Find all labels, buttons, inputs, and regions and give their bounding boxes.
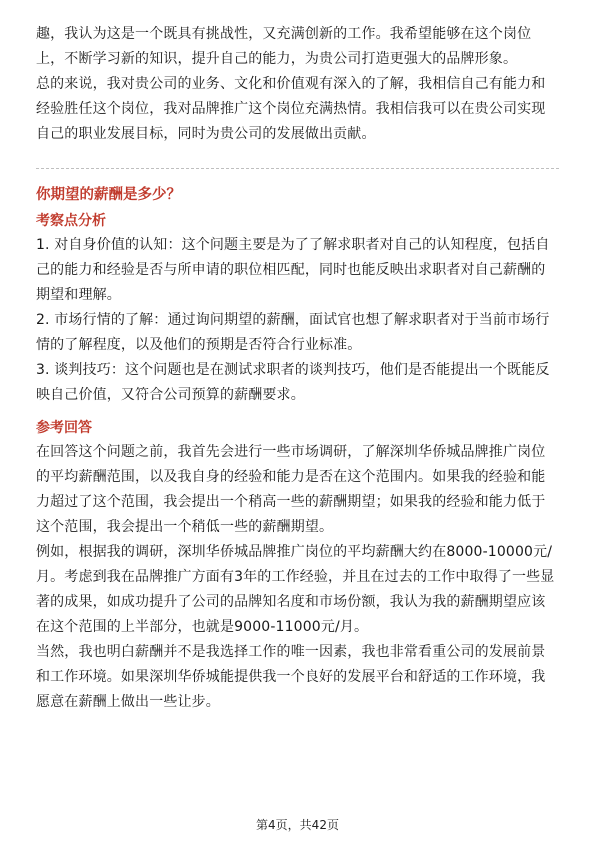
question-heading: 你期望的薪酬是多少？ [36, 187, 181, 203]
reference-paragraph: 例如，根据我的调研，深圳华侨城品牌推广岗位的平均薪酬大约在8000-10000元/月。考虑到我在品牌推广方面有3年的工作经验，并且在过去的工作中取得了一些显著的成果，如成功提升了公司的品牌知名度和市场份额，我认为我的薪酬期望应该在这个范围的上半部分，也就是9000-11000元/月。 [36, 544, 555, 635]
page-footer: 第4页，共42页 [256, 818, 339, 832]
analysis-title: 考察点分析 [36, 213, 106, 229]
reference-paragraph: 在回答这个问题之前，我首先会进行一些市场调研，了解深圳华侨城品牌推广岗位的平均薪酬范围，以及我自身的经验和能力是否在这个范围内。如果我的经验和能力超过了这个范围，我会提出一个稍高一些的薪酬期望；如果我的经验和能力低于这个范围，我会提出一个稍低一些的薪酬期望。 [36, 444, 546, 535]
intro-paragraph: 趣，我认为这是一个既具有挑战性，又充满创新的工作。我希望能够在这个岗位上，不断学习新的知识，提升自己的能力，为贵公司打造更强大的品牌形象。 [36, 26, 532, 67]
intro-paragraph: 总的来说，我对贵公司的业务、文化和价值观有深入的了解，我相信自己有能力和经验胜任这个岗位，我对品牌推广这个岗位充满热情。我相信我可以在贵公司实现自己的职业发展目标，同时为贵公司的发展做出贡献。 [36, 76, 546, 142]
analysis-point: 1. 对自身价值的认知：这个问题主要是为了了解求职者对自己的认知程度，包括自己的能力和经验是否与所申请的职位相匹配，同时也能反映出求职者对自己薪酬的期望和理解。 [36, 237, 550, 303]
reference-title: 参考回答 [36, 420, 92, 436]
section-divider [36, 168, 559, 169]
reference-paragraph: 当然，我也明白薪酬并不是我选择工作的唯一因素，我也非常看重公司的发展前景和工作环境。如果深圳华侨城能提供我一个良好的发展平台和舒适的工作环境，我愿意在薪酬上做出一些让步。 [36, 644, 546, 710]
analysis-point: 3. 谈判技巧：这个问题也是在测试求职者的谈判技巧，他们是否能提出一个既能反映自己价值，又符合公司预算的薪酬要求。 [36, 362, 550, 403]
analysis-point: 2. 市场行情的了解：通过询问期望的薪酬，面试官也想了解求职者对于当前市场行情的了解程度，以及他们的预期是否符合行业标准。 [36, 312, 550, 353]
page-content [36, 22, 559, 715]
